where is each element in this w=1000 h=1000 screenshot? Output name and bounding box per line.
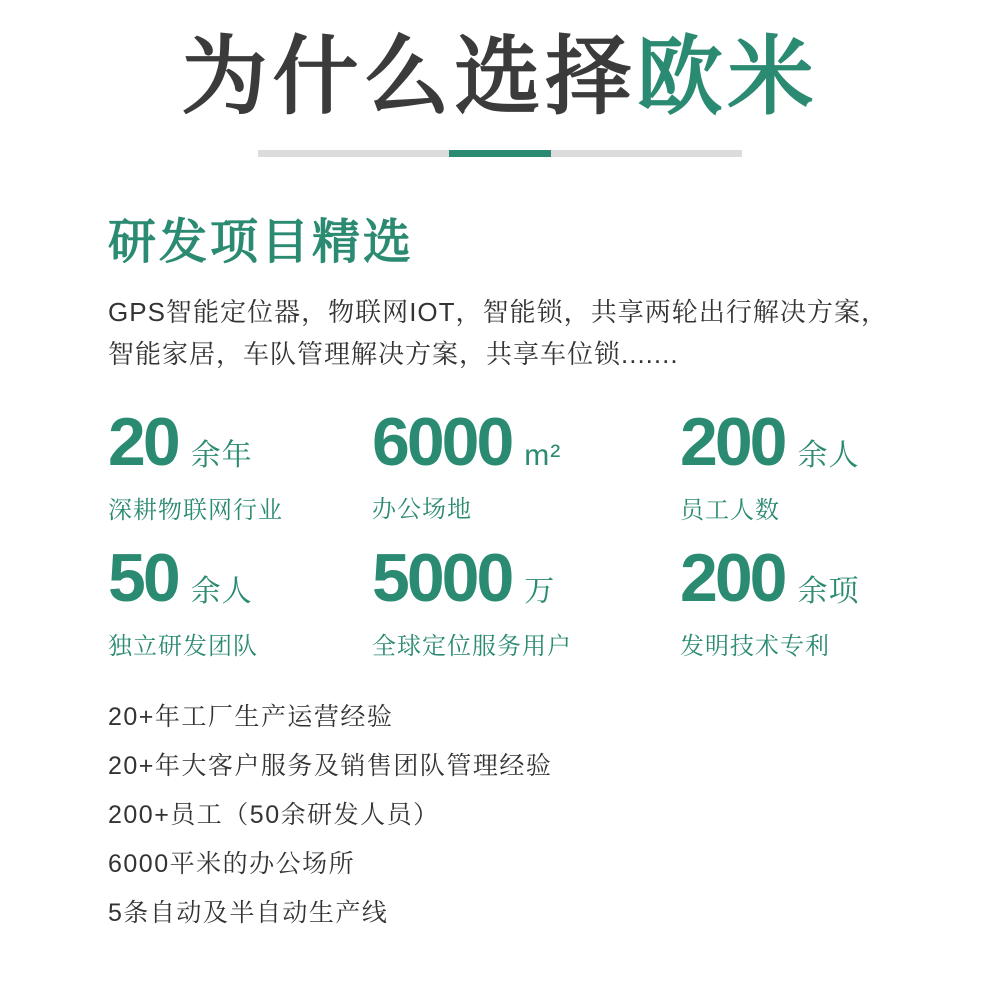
stat-patents [680,540,888,661]
highlight-item: 20+年工厂生产运营经验 [108,703,394,731]
stat-value-row [680,404,888,480]
stat-label: 全球定位服务用户 [372,633,572,660]
page-title-wrap [0,0,1000,125]
stat-unit: 余年 [190,439,253,472]
page-title-brand: 欧米 [636,29,819,125]
stat-unit: 余人 [797,439,860,472]
stat-label: 员工人数 [680,497,780,524]
stat-unit: 余项 [797,575,860,608]
stat-value-row [372,540,680,616]
stat-value: 200 [680,540,785,616]
stat-employees [680,404,888,525]
stat-unit: 万 [524,575,556,608]
stat-value: 5000 [372,540,512,616]
highlight-item: 200+员工（50余研发人员） [108,801,440,829]
stat-label: 独立研发团队 [108,633,258,660]
title-divider-accent [449,150,551,157]
stat-value-row [108,404,372,480]
stat-years-in-iot [108,404,372,525]
page-title [181,29,819,125]
stat-unit: m² [524,439,562,472]
stat-label: 发明技术专利 [680,633,830,660]
stat-rd-team [108,540,372,661]
content-column [0,216,1000,927]
stat-value: 50 [108,540,178,616]
stat-value-row [680,540,888,616]
stat-value-row [372,404,680,480]
highlights-list [108,705,888,926]
stat-value: 6000 [372,404,512,480]
stat-unit: 余人 [190,575,253,608]
stat-global-users [372,540,680,661]
stat-value: 200 [680,404,785,480]
section-description: GPS智能定位器，物联网IOT，智能锁，共享两轮出行解决方案，智能家居，车队管理解决方案，共享车位锁....... [108,297,888,369]
section-heading: 研发项目精选 [108,216,415,269]
page-title-prefix: 为什么选择 [181,29,637,125]
highlight-item: 6000平米的办公场所 [108,850,356,878]
highlight-item: 20+年大客户服务及销售团队管理经验 [108,752,553,780]
stat-office-area [372,404,680,525]
stat-value: 20 [108,404,178,480]
stat-label: 办公场地 [372,496,472,523]
title-divider [258,150,742,157]
stat-label: 深耕物联网行业 [108,497,283,524]
highlight-item: 5条自动及半自动生产线 [108,899,389,927]
stat-value-row [108,540,372,616]
stats-grid [108,404,888,661]
